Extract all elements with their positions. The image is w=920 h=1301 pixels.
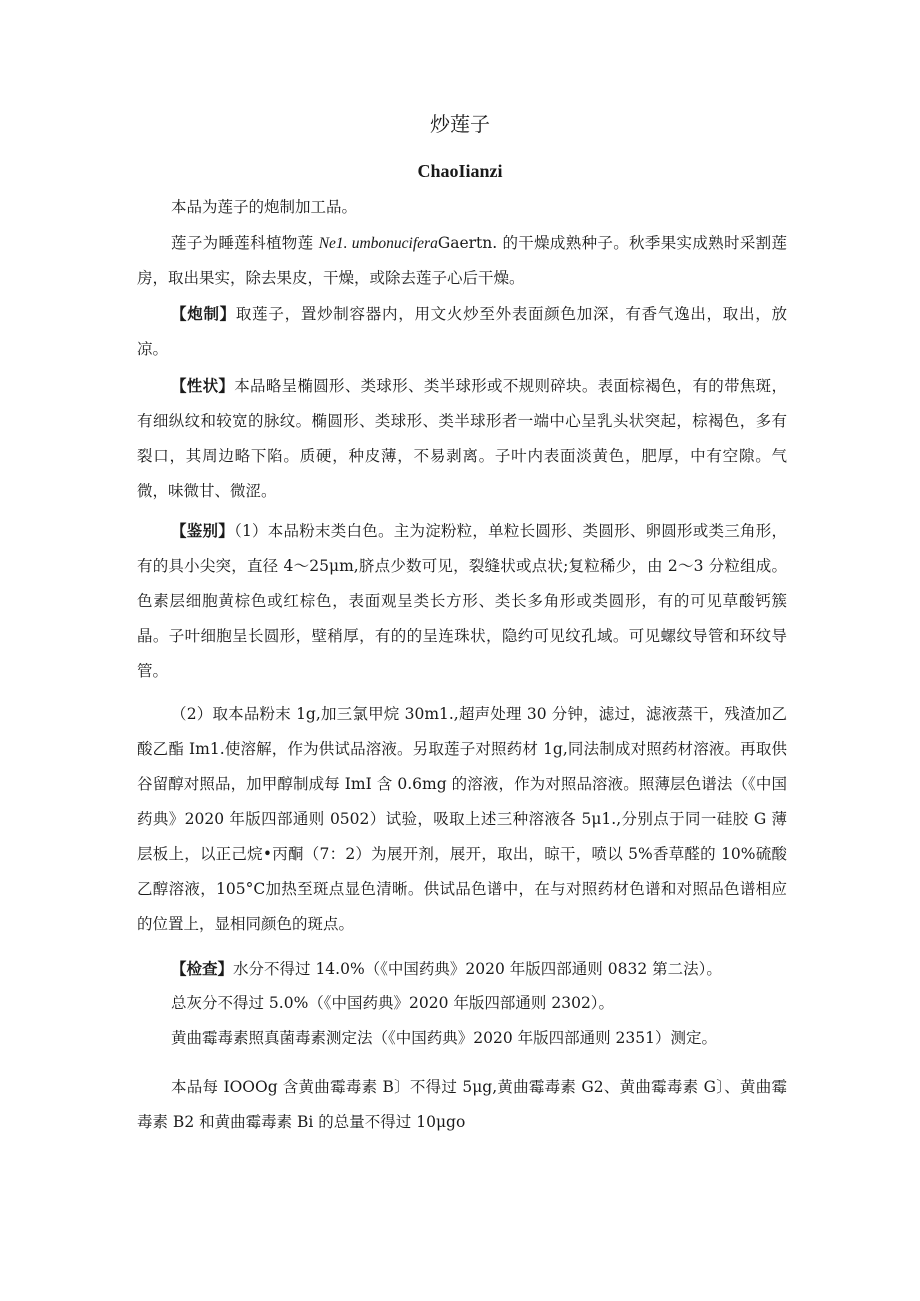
aflatoxin-method-paragraph: 黄曲霉毒素照真菌毒素测定法（《中国药典》2020 年版四部通则 2351）测定。 bbox=[171, 1029, 717, 1047]
description-text: 本品略呈椭圆形、类球形、类半球形或不规则碎块。表面棕褐色，有的带焦斑，有细纵纹和较宽的脉纹。椭圆形、类球形、类半球形者一端中心呈乳头状突起，棕褐色，多有裂口，其周边略下陷。质硬，种皮薄，不易剥离。子叶内表面淡黄色，肥厚，中有空隙。气微，味微甘、微涩。 bbox=[137, 377, 787, 500]
document-subtitle-pinyin: ChaoIianzi bbox=[417, 161, 503, 181]
aflatoxin-limit-paragraph: 本品每 IOOOg 含黄曲霉毒素 B〕不得过 5μg,黄曲霉毒素 G2、黄曲霉毒素 G〕、黄曲霉毒素 B2 和黄曲霉毒素 Bi 的总量不得过 10μgo bbox=[137, 1078, 787, 1131]
source-paragraph bbox=[137, 226, 787, 296]
intro-paragraph: 本品为莲子的炮制加工品。 bbox=[171, 198, 358, 216]
document-title: 炒莲子 bbox=[430, 112, 490, 136]
identification-text-1: （1）本品粉末类白色。主为淀粉粒，单粒长圆形、类圆形、卵圆形或类三角形，有的具小尖突，直径 4～25μm,脐点少数可见，裂缝状或点状;复粒稀少，由 2～3 分粒组成。色素层细胞黄棕色或红棕色，表面观呈类长方形、类长多角形或类圆形，有的可见草酸钙簇晶。子叶细胞呈长圆形，壁稍厚，有的的呈连珠状，隐约可见纹孔域。可见螺纹导管和环纹导管。 bbox=[137, 522, 787, 680]
description-paragraph bbox=[137, 368, 787, 509]
processing-label: 【炮制】 bbox=[171, 304, 236, 323]
inspection-moisture-paragraph bbox=[137, 951, 787, 987]
inspection-label: 【检查】 bbox=[171, 959, 234, 978]
identification-label: 【鉴别】 bbox=[171, 521, 234, 540]
identification-paragraph-2: （2）取本品粉末 1g,加三氯甲烷 30m1.,超声处理 30 分钟，滤过，滤液蒸干，残渣加乙酸乙酯 Im1.使溶解，作为供试品溶液。另取莲子对照药材 1g,同法制成对照药材溶液。再取供谷留醇对照品，加甲醇制成每 ImI 含 0.6mg 的溶液，作为对照品溶液。照薄层色谱法（《中国药典》2020 年版四部通则 0502）试验，吸取上述三种溶液各 5μ1.,分别点于同一硅胶 G 薄层板上，以正己烷•丙酮（7：2）为展开剂，展开，取出，晾干，喷以 5%香草醛的 10%硫酸乙醇溶液，105°C加热至斑点显色清晰。供试品色谱中，在与对照药材色谱和对照品色谱相应的位置上，显相同颜色的斑点。 bbox=[137, 705, 787, 933]
source-text-pre: 莲子为睡莲科植物莲 bbox=[171, 234, 319, 252]
inspection-ash-paragraph: 总灰分不得过 5.0%（《中国药典》2020 年版四部通则 2302）。 bbox=[171, 994, 615, 1012]
identification-paragraph-1 bbox=[137, 513, 787, 689]
latin-name: Ne1. umbonucifera bbox=[318, 235, 438, 252]
moisture-text: 水分不得过 14.0%（《中国药典》2020 年版四部通则 0832 第二法）。 bbox=[233, 960, 722, 978]
description-label: 【性状】 bbox=[171, 376, 235, 395]
processing-text: 取莲子，置炒制容器内，用文火炒至外表面颜色加深，有香气逸出，取出，放凉。 bbox=[137, 305, 787, 358]
processing-paragraph bbox=[137, 296, 787, 367]
source-text-post: Gaertn. 的干燥成熟种子。秋季果实成熟时采割莲房，取出果实，除去果皮，干燥，或除去莲子心后干燥。 bbox=[137, 234, 787, 287]
